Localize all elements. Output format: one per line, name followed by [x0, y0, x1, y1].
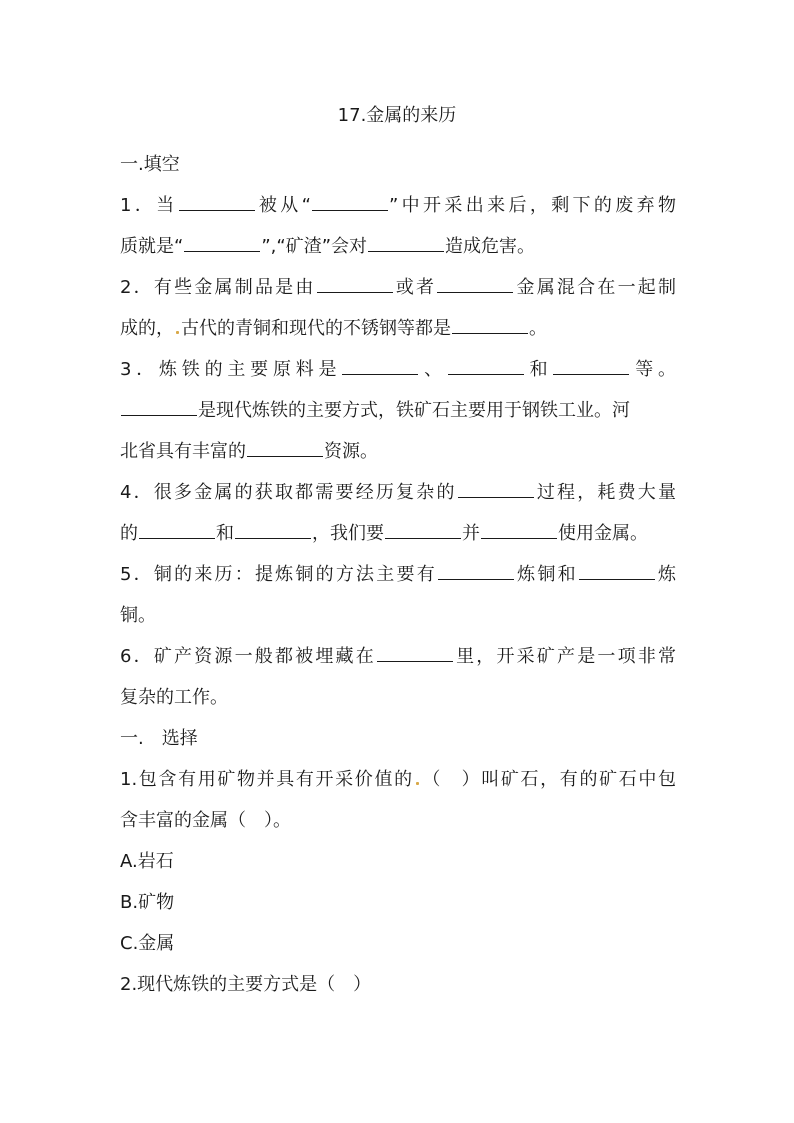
- q5-text: 炼铜和: [514, 564, 578, 585]
- q6-text: 复杂的工作。: [120, 687, 228, 708]
- q4-text: 并: [462, 523, 480, 544]
- q4-text: 和: [216, 523, 234, 544]
- option-a[interactable]: A.岩石: [120, 851, 174, 872]
- q3-text: 是现代炼铁的主要方式，铁矿石主要用于钢铁工业。河: [198, 400, 630, 421]
- q5-text: 炼: [655, 564, 676, 585]
- q1-text: 质就是“: [120, 236, 184, 257]
- q4-text: 4．很多金属的获取都需要经历复杂的: [120, 482, 457, 503]
- q6-text: 里，开采矿产是一项非常: [453, 646, 676, 667]
- choice-1-line-1: [120, 759, 676, 800]
- q2-text: 古代的青铜和现代的不锈钢等都是: [181, 318, 451, 339]
- answer-blank[interactable]: [317, 291, 393, 293]
- c1-text: （ ）叫矿石，有的矿石中包: [420, 769, 676, 790]
- answer-blank[interactable]: [458, 496, 534, 498]
- q3-text: 和: [524, 359, 553, 380]
- answer-blank[interactable]: [481, 537, 557, 539]
- answer-blank[interactable]: [448, 373, 524, 375]
- answer-blank[interactable]: [247, 455, 323, 457]
- answer-blank[interactable]: [139, 537, 215, 539]
- option-b[interactable]: B.矿物: [120, 892, 175, 913]
- question-4-line-1: [120, 472, 676, 513]
- option-c[interactable]: C.金属: [120, 933, 175, 954]
- question-3-line-1: [120, 349, 676, 390]
- q3-text: 资源。: [324, 441, 378, 462]
- q1-text: 造成危害。: [445, 236, 536, 257]
- q3-text: 、: [419, 359, 447, 380]
- q3-text: 等。: [630, 359, 676, 380]
- question-3-line-2: [120, 390, 676, 431]
- q2-text: 成的，: [120, 318, 174, 339]
- q4-text: 过程，耗费大量: [534, 482, 676, 503]
- question-5-line-2: [120, 595, 676, 636]
- question-6-line-2: [120, 677, 676, 718]
- q2-text: 金属混合在一起制: [514, 277, 676, 298]
- q4-text: ，我们要: [312, 523, 384, 544]
- stray-mark: [176, 331, 179, 334]
- question-3-line-3: [120, 431, 676, 472]
- q1-text: 被从“: [255, 195, 311, 216]
- q6-text: 6．矿产资源一般都被埋藏在: [120, 646, 376, 667]
- q4-text: 的: [120, 523, 138, 544]
- answer-blank[interactable]: [553, 373, 629, 375]
- question-1-line-1: [120, 185, 676, 226]
- q2-text: 2．有些金属制品是由: [120, 277, 316, 298]
- answer-blank[interactable]: [385, 537, 461, 539]
- answer-blank[interactable]: [368, 250, 444, 252]
- question-6-line-1: [120, 636, 676, 677]
- q2-text: 或者: [393, 277, 437, 298]
- answer-blank[interactable]: [342, 373, 418, 375]
- choice-2-line-1: 2.现代炼铁的主要方式是（ ）: [120, 974, 372, 995]
- section-heading-choice: 一. 选择: [120, 728, 198, 749]
- answer-blank[interactable]: [179, 209, 255, 211]
- q2-text: 。: [529, 318, 547, 339]
- q5-text: 5．铜的来历：提炼铜的方法主要有: [120, 564, 437, 585]
- answer-blank[interactable]: [377, 660, 453, 662]
- worksheet-content: [120, 144, 676, 1005]
- q1-text: ”,“矿渣”会对: [261, 236, 368, 257]
- question-1-line-2: [120, 226, 676, 267]
- page-title: 17.金属的来历: [337, 105, 457, 126]
- answer-blank[interactable]: [579, 578, 655, 580]
- stray-mark: [416, 782, 419, 785]
- answer-blank[interactable]: [312, 209, 388, 211]
- question-2-line-1: [120, 267, 676, 308]
- q4-text: 使用金属。: [558, 523, 648, 544]
- q3-text: 3．炼铁的主要原料是: [120, 359, 342, 380]
- q1-text: 1．当: [120, 195, 178, 216]
- answer-blank[interactable]: [452, 332, 528, 334]
- answer-blank[interactable]: [184, 250, 260, 252]
- q3-text: 北省具有丰富的: [120, 441, 246, 462]
- section-heading-fill-in: 一.填空: [120, 154, 180, 175]
- q1-text: ”中开采出来后，剩下的废弃物: [388, 195, 676, 216]
- question-2-line-2: [120, 308, 676, 349]
- question-4-line-2: [120, 513, 676, 554]
- answer-blank[interactable]: [437, 291, 513, 293]
- answer-blank[interactable]: [235, 537, 311, 539]
- answer-blank[interactable]: [438, 578, 514, 580]
- question-5-line-1: [120, 554, 676, 595]
- answer-blank[interactable]: [121, 414, 197, 416]
- q5-text: 铜。: [120, 605, 156, 626]
- choice-1-line-2: 含丰富的金属（ ）。: [120, 810, 291, 831]
- c1-text: 1.包含有用矿物并具有开采价值的: [120, 769, 414, 790]
